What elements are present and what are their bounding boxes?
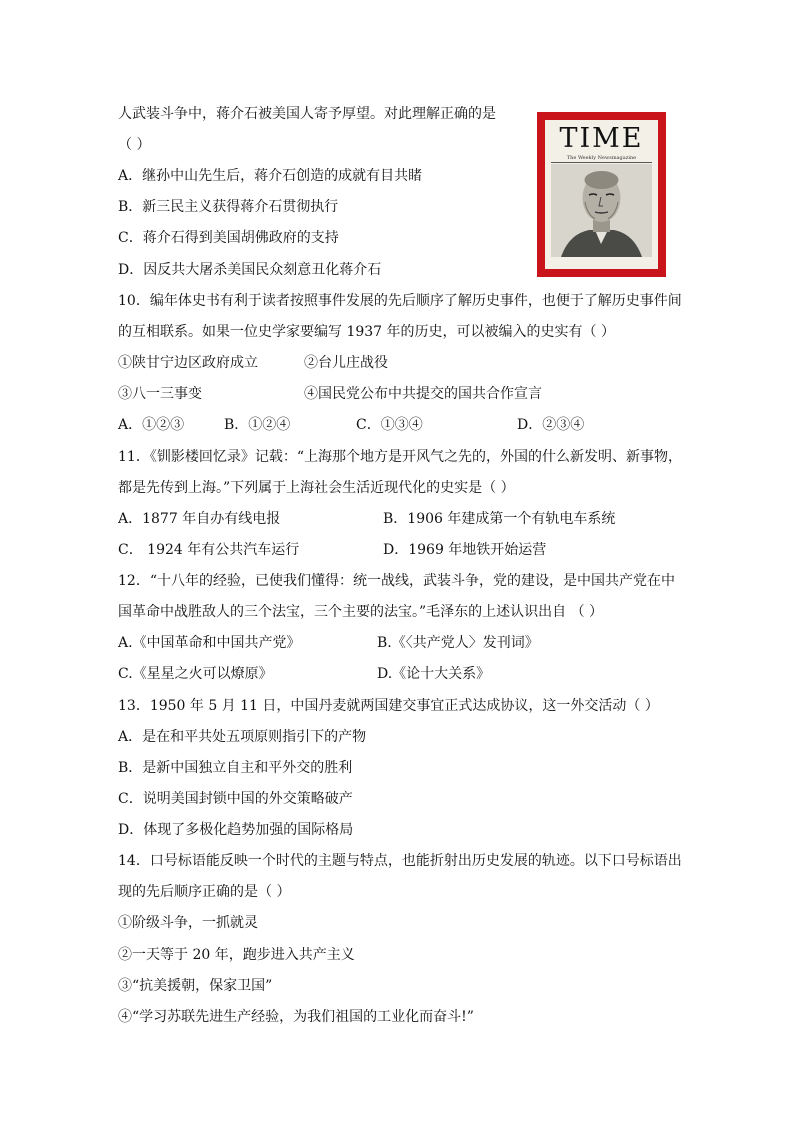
q13-option-b: B．是新中国独立自主和平外交的胜利 [118, 760, 353, 776]
q12-stem-line2: 国革命中战胜敌人的三个法宝，三个主要的法宝。”毛泽东的上述认识出自 （ ） [118, 604, 604, 620]
q11-option-b: B．1906 年建成第一个有轨电车系统 [383, 511, 616, 527]
q10-item-1: ①陕甘宁边区政府成立 [118, 355, 258, 371]
q11-option-d: D．1969 年地铁开始运营 [383, 542, 547, 558]
portrait-photo [551, 164, 652, 257]
q11-option-a: A．1877 年自办有线电报 [118, 511, 281, 527]
portrait-illustration [551, 164, 652, 257]
q10-option-a: A．①②③ [118, 417, 185, 433]
q12-stem-line1: 12．“十八年的经验，已使我们懂得：统一战线，武装斗争，党的建设，是中国共产党在中 [118, 573, 675, 589]
q14-item-2: ②一天等于 20 年，跑步进入共产主义 [118, 947, 355, 963]
q14-stem-line1: 14．口号标语能反映一个时代的主题与特点，也能折射出历史发展的轨迹。以下口号标语出 [118, 853, 682, 869]
time-magazine-cover-image [537, 112, 666, 277]
q10-item-3: ③八一三事变 [118, 386, 202, 402]
q12-option-a: A.《中国革命和中国共产党》 [118, 635, 301, 651]
q14-item-3: ③“抗美援朝，保家卫国” [118, 978, 273, 994]
q14-item-4: ④“学习苏联先进生产经验，为我们祖国的工业化而奋斗!” [118, 1009, 474, 1025]
cover-title: TIME [559, 123, 644, 154]
q10-item-4: ④国民党公布中共提交的国共合作宣言 [304, 386, 542, 402]
q10-option-c: C．①③④ [356, 417, 423, 433]
q11-stem-line2: 都是先传到上海。”下列属于上海社会生活近现代化的史实是（ ） [118, 480, 515, 496]
q9-answer-paren: （ ） [118, 137, 151, 153]
q14-item-1: ①阶级斗争，一抓就灵 [118, 915, 258, 931]
q10-item-2: ②台儿庄战役 [304, 355, 388, 371]
q13-stem: 13．1950 年 5 月 11 日，中国丹麦就两国建交事宜正式达成协议，这一外交活动（ ） [118, 698, 659, 714]
q10-option-b: B．①②④ [224, 417, 291, 433]
q14-stem-line2: 现的先后顺序正确的是（ ） [118, 884, 291, 900]
q11-option-c: C． 1924 年有公共汽车运行 [118, 542, 300, 558]
q9-option-a: A．继孙中山先生后，蒋介石创造的成就有目共睹 [118, 168, 423, 184]
q9-option-b: B．新三民主义获得蒋介石贯彻执行 [118, 199, 339, 215]
q12-option-d: D.《论十大关系》 [377, 666, 491, 682]
q12-option-b: B.《〈共产党人〉发刊词》 [377, 635, 539, 651]
q12-option-c: C.《星星之火可以燎原》 [118, 666, 273, 682]
cover-rule [551, 162, 652, 163]
q9-option-d: D．因反共大屠杀美国民众刻意丑化蒋介石 [118, 262, 382, 278]
q10-stem-line1: 10．编年体史书有利于读者按照事件发展的先后顺序了解历史事件，也便于了解历史事件间 [118, 293, 682, 309]
q10-option-d: D．②③④ [517, 417, 585, 433]
cover-subtitle: The Weekly Newsmagazine [566, 155, 637, 161]
q9-option-c: C．蒋介石得到美国胡佛政府的支持 [118, 230, 339, 246]
q11-stem-line1: 11．《钏影楼回忆录》记载：“上海那个地方是开风气之先的，外国的什么新发明、新事物， [118, 449, 682, 465]
q13-option-c: C．说明美国封锁中国的外交策略破产 [118, 791, 353, 807]
q10-stem-line2: 的互相联系。如果一位史学家要编写 1937 年的历史，可以被编入的史实有（ ） [118, 324, 615, 340]
q13-option-a: A．是在和平共处五项原则指引下的产物 [118, 729, 367, 745]
q13-option-d: D．体现了多极化趋势加强的国际格局 [118, 822, 354, 838]
q9-stem: 人武装斗争中，蒋介石被美国人寄予厚望。对此理解正确的是 [118, 106, 496, 122]
